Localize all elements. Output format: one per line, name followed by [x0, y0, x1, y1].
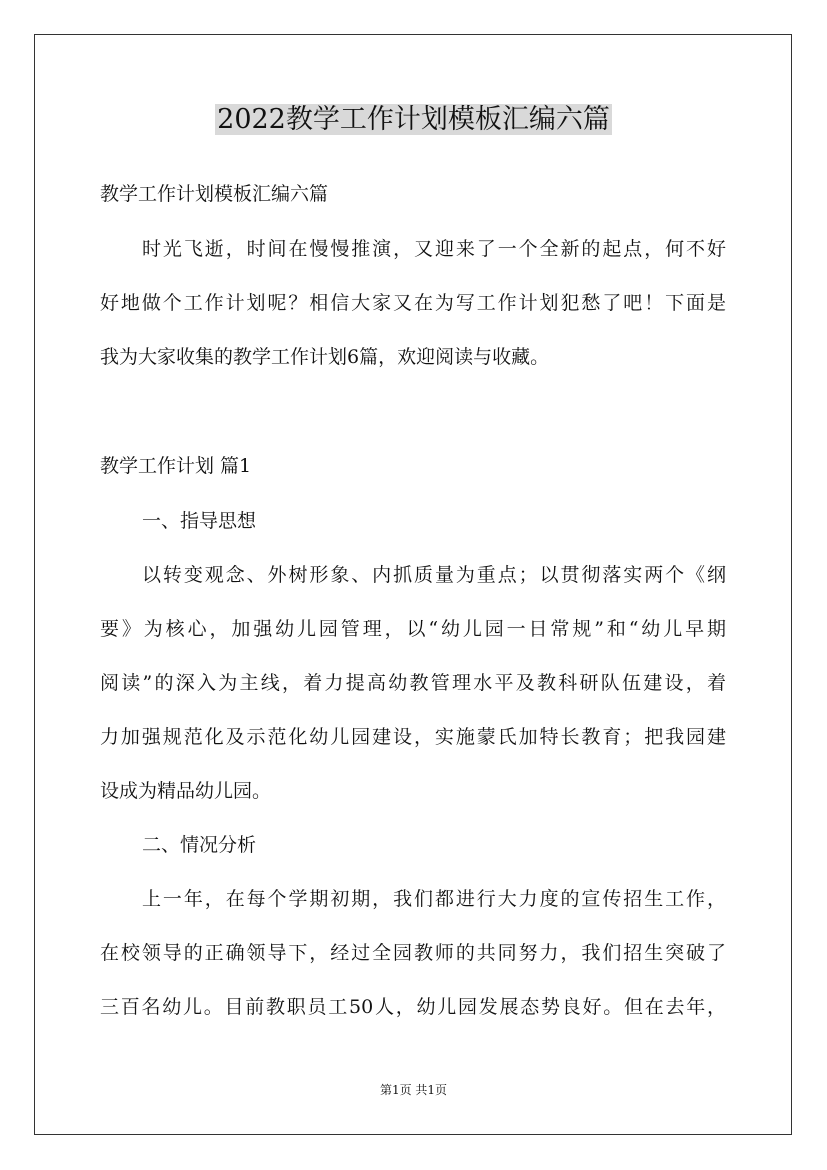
part2-heading: 二、情况分析	[142, 834, 257, 856]
intro-line-2: 好地做个工作计划呢？相信大家又在为写工作计划犯愁了吧！下面是	[100, 292, 726, 314]
document-title-text: 2022教学工作计划模板汇编六篇	[217, 104, 610, 135]
intro-line-1: 时光飞逝，时间在慢慢推演，又迎来了一个全新的起点，何不好	[142, 238, 726, 260]
section-heading: 教学工作计划 篇1	[100, 455, 252, 477]
part2-line-2: 在校领导的正确领导下，经过全园教师的共同努力，我们招生突破了	[100, 942, 726, 964]
document-title	[0, 100, 827, 140]
part1-line-1: 以转变观念、外树形象、内抓质量为重点；以贯彻落实两个《纲	[142, 564, 726, 586]
part2-line-3: 三百名幼儿。目前教职员工50人，幼儿园发展态势良好。但在去年，	[100, 996, 726, 1018]
part1-line-4: 力加强规范化及示范化幼儿园建设，实施蒙氏加特长教育；把我园建	[100, 726, 726, 748]
part1-line-5: 设成为精品幼儿园。	[100, 780, 272, 802]
part1-line-3: 阅读”的深入为主线，着力提高幼教管理水平及教科研队伍建设，着	[100, 672, 726, 694]
intro-line-3: 我为大家收集的教学工作计划6篇，欢迎阅读与收藏。	[100, 346, 550, 368]
part1-line-2: 要》为核心，加强幼儿园管理，以“幼儿园一日常规”和“幼儿早期	[100, 618, 726, 640]
document-subtitle: 教学工作计划模板汇编六篇	[100, 183, 329, 205]
page-number-footer: 第1页 共1页	[379, 1083, 448, 1097]
part2-line-1: 上一年，在每个学期初期，我们都进行大力度的宣传招生工作，	[142, 888, 726, 910]
part1-heading: 一、指导思想	[142, 510, 257, 532]
